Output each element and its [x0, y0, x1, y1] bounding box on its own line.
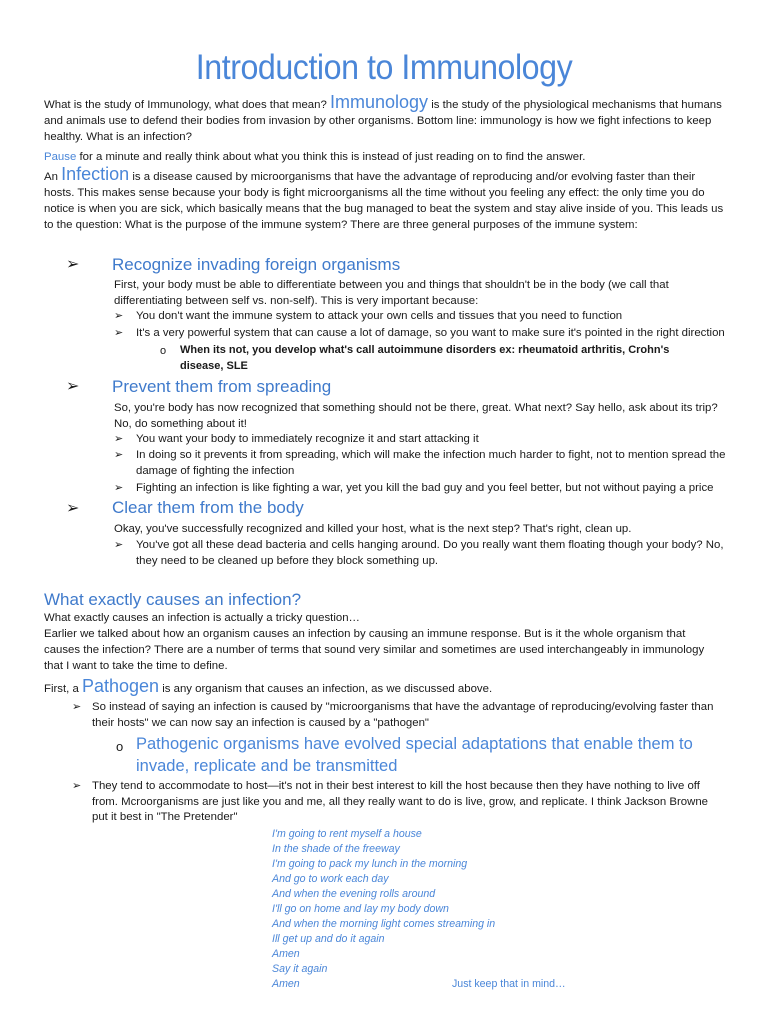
- pause-word: Pause: [44, 151, 77, 163]
- intro-paragraph: [44, 94, 724, 145]
- arrow-icon: ➢: [66, 378, 80, 395]
- infection-paragraph: [44, 166, 724, 233]
- bullet-item: You don't want the immune system to attack your own cells and tissues that you need to function: [136, 310, 623, 322]
- bullet-item: In doing so it prevents it from spreading, which will make the infection much harder to fight, not to mention spread the damage of fighting the infection: [136, 449, 726, 477]
- circle-bullet-icon: o: [160, 345, 167, 357]
- section-body-recognize: First, your body must be able to differentiate between you and things that shouldn't be in the body (we call that differentiating between self vs. non-self). This is very important because:: [114, 279, 669, 307]
- bullet-arrow-icon: ➢: [72, 780, 82, 792]
- bullet-arrow-icon: ➢: [114, 482, 124, 494]
- bullet-arrow-icon: ➢: [114, 433, 124, 445]
- lyric-line: Say it again: [272, 963, 328, 975]
- causes-heading: What exactly causes an infection?: [44, 590, 302, 609]
- pause-line: [44, 149, 724, 165]
- pathogen-bullet-1: So instead of saying an infection is caused by "microorganisms that have the advantage of reproducing/evolving faster than their hosts" we can now say an infection is caused by a "pathogen": [92, 701, 714, 729]
- bullet-item: You want your body to immediately recognize it and start attacking it: [136, 433, 479, 445]
- bullet-arrow-icon: ➢: [72, 701, 82, 713]
- lyric-line: I'm going to pack my lunch in the morning: [272, 858, 468, 870]
- section-heading-prevent: Prevent them from spreading: [112, 377, 332, 396]
- infection-post: is a disease caused by microorganisms that have the advantage of reproducing and/or evolving faster than their hosts. This makes sense because your body is fight microorganisms all the time without you feeling any effect: the only time you do notice is when you are sick, which basically means that the bug managed to beat the system and stay alive inside of you. This leads us to the question: What is the purpose of the immune system? There are three general purposes of the immune system:: [44, 171, 724, 231]
- term-immunology: Immunology: [329, 92, 429, 112]
- term-pathogen: Pathogen: [81, 676, 160, 696]
- lyric-line: I'll go on home and lay my body down: [272, 903, 449, 915]
- bullet-item: You've got all these dead bacteria and cells hanging around. Do you really want them floating though your body? No, they need to be cleaned up before they block something up.: [136, 539, 724, 567]
- lyric-line: Ill get up and do it again: [272, 933, 385, 945]
- pathogen-post: is any organism that causes an infection, as we discussed above.: [162, 683, 493, 695]
- section-body-prevent: So, you're body has now recognized that something should not be there, great. What next? Say hello, ask about its trip? No, do something about it!: [114, 402, 718, 430]
- pathogen-definition: [44, 678, 724, 697]
- sub-bullet-autoimmune: When its not, you develop what's call autoimmune disorders ex: rheumatoid arthritis, Crohn's disease, SLE: [180, 344, 670, 372]
- lyric-line: In the shade of the freeway: [272, 843, 400, 855]
- pathogen-bullet-2: They tend to accommodate to host—it's not in their best interest to kill the host because then they have nothing to live off from. Mcroorganisms are just like you and me, all they really want to do is live, grow, and replicate. I think Jackson Browne put it best in "The Pretender": [92, 780, 709, 823]
- bullet-arrow-icon: ➢: [114, 310, 124, 322]
- term-infection: Infection: [61, 164, 130, 184]
- arrow-icon: ➢: [66, 256, 80, 273]
- causes-p2: Earlier we talked about how an organism causes an infection by causing an immune response. But is it the whole organism that causes the infection? There are a number of terms that sound very similar and sometimes are used interchangeably in immunology that I want to take the time to define.: [44, 628, 705, 672]
- section-heading-clear: Clear them from the body: [112, 498, 304, 517]
- pathogen-sub-bullet: Pathogenic organisms have evolved special adaptations that enable them to invade, replicate and be transmitted: [136, 735, 693, 775]
- intro-pre: What is the study of Immunology, what does that mean?: [44, 99, 327, 111]
- circle-bullet-icon: o: [116, 739, 124, 754]
- intro-post: is the study of the physiological mechanisms that humans and animals use to defend their bodies from invasion by other organisms. Bottom line: immunology is how we fight infections to keep healthy. What is an infection?: [44, 99, 722, 143]
- lyric-line: I'm going to rent myself a house: [272, 828, 422, 840]
- page-title: Introduction to Immunology: [195, 48, 573, 87]
- bullet-arrow-icon: ➢: [114, 327, 124, 339]
- section-body-clear: Okay, you've successfully recognized and killed your host, what is the next step? That's right, clean up.: [114, 523, 632, 535]
- lyric-line: Amen: [272, 948, 300, 960]
- causes-p1: What exactly causes an infection is actually a tricky question…: [44, 612, 360, 624]
- lyric-line: And go to work each day: [272, 873, 389, 885]
- closing-line: Just keep that in mind…: [452, 978, 566, 990]
- lyric-line: Amen: [272, 978, 300, 990]
- infection-pre: An: [44, 171, 58, 183]
- bullet-arrow-icon: ➢: [114, 539, 124, 551]
- arrow-icon: ➢: [66, 500, 80, 517]
- lyric-line: And when the evening rolls around: [272, 888, 436, 900]
- pathogen-pre: First, a: [44, 683, 79, 695]
- section-heading-recognize: Recognize invading foreign organisms: [112, 255, 401, 274]
- bullet-item: Fighting an infection is like fighting a war, yet you kill the bad guy and you feel better, but not without paying a price: [136, 482, 714, 494]
- bullet-item: It's a very powerful system that can cause a lot of damage, so you want to make sure it's pointed in the right direction: [136, 327, 725, 339]
- pause-rest: for a minute and really think about what you think this is instead of just reading on to find the answer.: [79, 151, 586, 163]
- bullet-arrow-icon: ➢: [114, 449, 124, 461]
- lyric-line: And when the morning light comes streaming in: [272, 918, 496, 930]
